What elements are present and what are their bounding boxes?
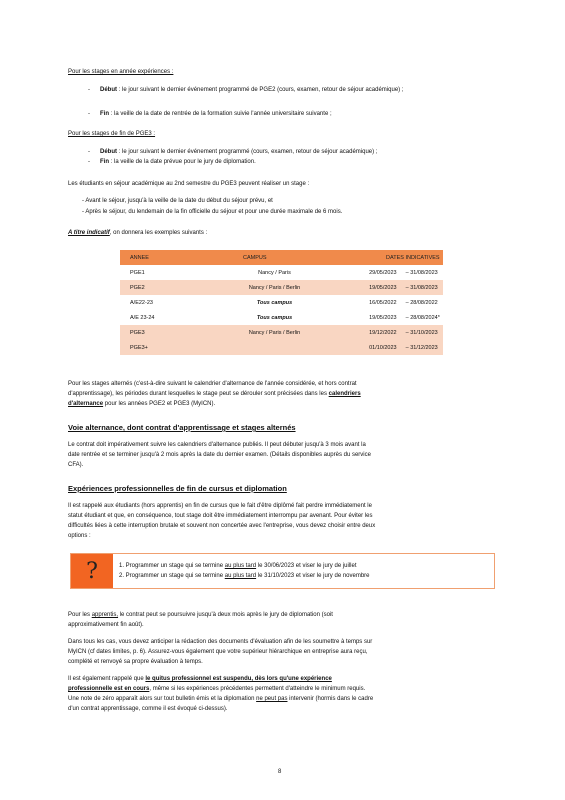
s2-b2-text: : la veille de la date prévue pour le jury de diplomation. xyxy=(110,159,256,165)
exp-line-2: statut étudiant et que, en conséquence, tout stage doit être immédiatement interrompu par avenant. Pour éviter les xyxy=(68,513,373,519)
s1-b2-text: : la veille de la date de rentrée de la formation suivie l'année universitaire suivante ; xyxy=(110,111,332,117)
dans-line-1: Dans tous les cas, vous devez anticiper la rédaction des documents d'évaluation afin de les soumettre à temps sur xyxy=(68,639,373,645)
alternes-l2-link: calendriers xyxy=(328,391,361,397)
cell-date-start: 19/12/2022 xyxy=(366,325,400,340)
dans-line-3: complété et renvoyé sa propre évaluation à temps. xyxy=(68,659,203,665)
table-row xyxy=(120,295,443,310)
cell-date-start: 19/05/2023 xyxy=(366,310,400,325)
quitus-line-2 xyxy=(68,685,365,693)
s1-b1-text: : le jour suivant le dernier événement programmé de PGE2 (cours, examen, retour de séjour académique) ; xyxy=(118,87,404,93)
exp-line-1: Il est rappelé aux étudiants (hors apprentis) en fin de cursus que le fait d'être diplômé fait perdre immédiatement le xyxy=(68,503,372,509)
quitus-l3-end: intervenir (hormis dans le cadre xyxy=(289,696,374,702)
th-dates: DATES INDICATIVES xyxy=(366,250,443,265)
table-row xyxy=(120,310,443,325)
s1-b1-label: Début xyxy=(100,87,117,93)
s2-bullet-1 xyxy=(100,148,377,156)
cell-date-start: 01/10/2023 xyxy=(366,340,400,355)
voie-line-3: CFA). xyxy=(68,462,84,468)
alternes-l3-link: d'alternance xyxy=(68,401,104,407)
s3-bullet-1: - Avant le séjour, jusqu'à la veille de la date du début du séjour prévu, et xyxy=(82,198,273,204)
voie-line-2: date rentrée et se terminer jusqu'à 2 mois après la date du dernier examen. (Détails disponibles auprès du service xyxy=(68,452,371,458)
quitus-l1-start: Il est également rappelé que xyxy=(68,676,144,682)
cell-campus xyxy=(183,340,366,355)
cell-date-end: – 28/08/2024* xyxy=(400,310,443,325)
table-row xyxy=(120,265,443,280)
table-row xyxy=(120,340,443,355)
quitus-l2-end: , même si les expériences précédentes permettent d'atteindre le minimum requis. xyxy=(149,686,366,692)
cell-campus: Tous campus xyxy=(183,310,366,325)
s1-heading: Pour les stages en année expériences : xyxy=(68,69,174,75)
table-row xyxy=(120,325,443,340)
s1-b2-label: Fin xyxy=(100,111,109,117)
voie-heading: Voie alternance, dont contrat d'apprentissage et stages alternés xyxy=(68,423,296,432)
option-2-start: 2. Programmer un stage qui se termine xyxy=(119,573,224,579)
cell-campus: Nancy / Paris xyxy=(183,265,366,280)
exp-line-3: difficultés liées à cette interruption brutale et souvent non concertée avec l'entreprise, vous devez choisir entre deux xyxy=(68,523,376,529)
option-2 xyxy=(119,572,370,580)
cell-campus: Tous campus xyxy=(183,295,366,310)
apprentis-line-1 xyxy=(68,611,333,619)
cell-annee: PGE2 xyxy=(120,280,183,295)
cell-date-end: – 31/10/2023 xyxy=(400,325,443,340)
quitus-line-3 xyxy=(68,695,373,703)
dans-line-2: MyICN (cf dates limites, p. 6). Assurez-vous également que votre supérieur hiérarchique en entreprise aura reçu, xyxy=(68,649,368,655)
page-number: 8 xyxy=(278,769,282,775)
option-1-start: 1. Programmer un stage qui se termine xyxy=(119,563,224,569)
voie-line-1: Le contrat doit impérativement suivre les calendriers d'alternance publiés. Il peut débuter jusqu'à 3 mois avant la xyxy=(68,442,366,448)
th-campus: CAMPUS xyxy=(183,250,366,265)
options-box xyxy=(70,553,495,589)
s1-bullet-2 xyxy=(100,110,332,118)
alternes-l3-text: pour les années PGE2 et PGE3 (MyICN). xyxy=(104,401,216,407)
quitus-l3-start: Une note de zéro apparaît alors sur tout bulletin émis et la diplomation xyxy=(68,696,255,702)
alternes-line-3 xyxy=(68,400,215,408)
cell-annee: A/E22-23 xyxy=(120,295,183,310)
cell-date-end: – 31/08/2023 xyxy=(400,280,443,295)
cell-date-start: 16/05/2022 xyxy=(366,295,400,310)
alternes-line-1: Pour les stages alternés (c'est-à-dire suivant le calendrier d'alternance de l'année considérée, et hors contrat xyxy=(68,381,357,387)
bullet-icon: - xyxy=(88,149,90,155)
cell-date-start: 29/05/2023 xyxy=(366,265,400,280)
question-mark-icon: ? xyxy=(71,554,113,588)
option-2-underlined: au plus tard xyxy=(224,573,257,579)
s2-heading: Pour les stages de fin de PGE3 : xyxy=(68,131,156,137)
cell-date-end: – 31/08/2023 xyxy=(400,265,443,280)
s1-bullet-1 xyxy=(100,86,480,94)
cell-date-start: 19/05/2023 xyxy=(366,280,400,295)
cell-date-end: – 31/12/2023 xyxy=(400,340,443,355)
s3-intro: Les étudiants en séjour académique au 2nd semestre du PGE3 peuvent réaliser un stage : xyxy=(68,181,310,187)
cell-annee: PGE1 xyxy=(120,265,183,280)
table-row xyxy=(120,280,443,295)
indicatif-line xyxy=(68,229,207,237)
indicatif-label: A titre indicatif xyxy=(68,230,110,236)
quitus-line-1 xyxy=(68,675,332,683)
cell-campus: Nancy / Paris / Berlin xyxy=(183,280,366,295)
apprentis-l1-start: Pour les xyxy=(68,612,91,618)
quitus-l1-bold: le quitus professionnel est suspendu, dès lors qu'une expérience xyxy=(145,676,332,682)
cell-campus: Nancy / Paris / Berlin xyxy=(183,325,366,340)
quitus-l3-underlined: ne peut pas xyxy=(256,696,288,702)
cell-annee: A/E 23-24 xyxy=(120,310,183,325)
exp-line-4: options : xyxy=(68,533,91,539)
s2-bullet-2 xyxy=(100,158,256,166)
apprentis-l1-end: le contrat peut se poursuivre jusqu'à deux mois après le jury de diplomation (soit xyxy=(119,612,333,618)
option-1-underlined: au plus tard xyxy=(224,563,257,569)
exp-heading: Expériences professionnelles de fin de cursus et diplomation xyxy=(68,484,287,493)
cell-annee: PGE3+ xyxy=(120,340,183,355)
alternes-line-2 xyxy=(68,390,361,398)
bullet-icon: - xyxy=(88,111,90,117)
bullet-icon: - xyxy=(88,159,90,165)
s2-b1-label: Début xyxy=(100,149,117,155)
option-1 xyxy=(119,562,357,570)
option-2-end: le 31/10/2023 et viser le jury de novembre xyxy=(257,573,370,579)
bullet-icon: - xyxy=(88,87,90,93)
apprentis-link: apprentis, xyxy=(91,612,119,618)
indicatif-text: , on donnera les exemples suivants : xyxy=(109,230,208,236)
th-annee: ANNEE xyxy=(120,250,183,265)
cell-date-end: – 28/08/2022 xyxy=(400,295,443,310)
apprentis-line-2: approximativement fin août). xyxy=(68,622,144,628)
s2-b2-label: Fin xyxy=(100,159,109,165)
quitus-l2-bold: professionnelle est en cours xyxy=(68,686,150,692)
alternes-l2-text: d'apprentissage), les périodes durant lesquelles le stage peut se dérouler sont précisées dans les xyxy=(68,391,327,397)
table-header-row xyxy=(120,250,443,265)
quitus-line-4: d'un contrat apprentissage, comme il est évoqué ci-dessus). xyxy=(68,706,228,712)
s3-bullet-2: - Après le séjour, du lendemain de la fin officielle du séjour et pour une durée maximale de 6 mois. xyxy=(82,209,343,215)
campus-dates-table xyxy=(120,250,443,355)
option-1-end: le 30/06/2023 et viser le jury de juillet xyxy=(257,563,357,569)
s2-b1-text: : le jour suivant le dernier événement programmé (cours, examen, retour de séjour académique) ; xyxy=(118,149,378,155)
cell-annee: PGE3 xyxy=(120,325,183,340)
